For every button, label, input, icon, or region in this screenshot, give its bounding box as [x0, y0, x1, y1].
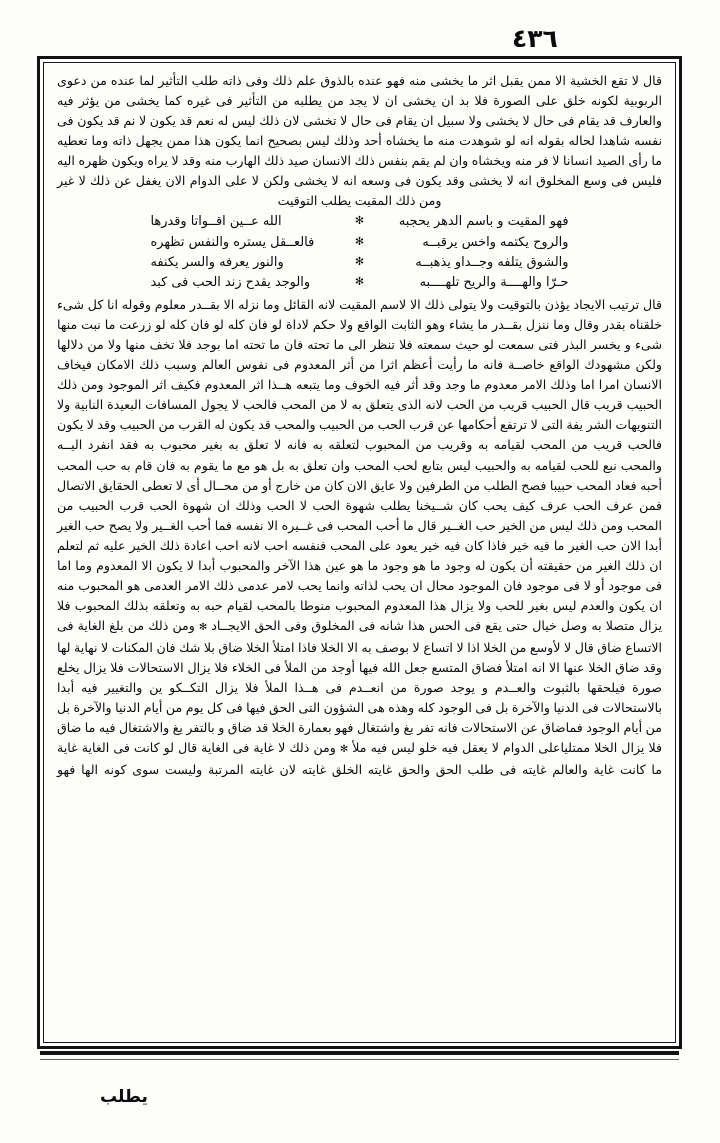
hemistich-first: والنور يعرفه والسر يكنفه — [150, 254, 284, 270]
paragraph-3-text: ومن ذلك من بلغ الغاية فى الاتساع ضاق قال لا لأوسع من الخلا اذا لا اتساع لا بوصف به الا الخلا فاذا امتلأ الخلا ضاق بلا شك فان المكنات لا نهاية لها وقد ضاق الخلا عنها الا انه امتلأ فضاق المتسع جعل الله فيها أوجد من الملأ فى الخلاء فلا يزال الاستحالات فلا يزال يخلع صورة فيلحقها بالثبوت والعــدم و يوجد صورة من انعــدم فى هــذا الملأ فلا يزال التكــكو ين والتغيير فيه أبدا بالاستحالات فى الدنيا والآخرة بل فى الوجود كله وهذه هى الشؤون التى الحق فيها فى كل يوم من أيام الدنيا والآخرة بل من أيام الوجود فماضاق عن الاستحالات فانه تفر يغ واشتغال فهو بعمارة الخلا قد ضاق و بالتفر يغ والاشتغال فيه ما ضاق فلا يزال الخلا ممتلياعلى الدوام لا يعقل فيه خلو ليس فيه ملأ — [57, 617, 662, 756]
bottom-rule-thin — [40, 1059, 679, 1060]
hemistich-first: الله عــين اقــواتا وقدرها — [150, 214, 282, 230]
verse-block — [57, 212, 662, 293]
catchword: يطلب — [100, 1087, 148, 1107]
paragraph-4-text: ومن ذلك لا غاية فى الغاية قال لو كانت فى الغاية غاية ما كانت غاية والعالم غايته فى طلب الحق والحق غايته الخلق غايته لان غايته المرتبة وليست سوى كونه الها فهو — [57, 740, 662, 778]
verse-line — [57, 253, 662, 273]
section-star-icon: ✻ — [198, 621, 208, 633]
hemistich-second: فهو المقيت و باسم الدهر يحجبه — [398, 214, 569, 230]
verse-line — [57, 273, 662, 293]
verse-separator-icon: ✻ — [354, 234, 365, 248]
verse-separator-icon: ✻ — [354, 214, 365, 228]
paragraph-1: قال لا تقع الخشية الا ممن يقبل اثر ما يخشى منه فهو عنده بالذوق علم ذلك وفى ذاته طلب التأثير لما عنده من دعوى الربوبية لكونه خلق على الصورة فلا بد ان يخشى ان لا يجد من يطلبه من التأثير فى غيره كما يخشى من يؤثر فيه والعارف قد يقام فى حال لا يخشى ولا سبيل ان يقام فى حال لا تخشى لان ذلك ليس له نعم قد يكون لا نم قد يكون فى نفسه شاهدا لحاله بقوله انه لو شوهدت منه ما يخشاه أحد وذلك ليس بصحيح انما يكون هذا ممن يجهل ذاته وما تعطيه ما رأى الصيد انسانا لا فر منه ويخشاه وان لم يقم بنفس ذلك الانسان صيد ذلك الهارب منه وقد لا يراه ويكون ظهره اليه فليس فى وسع المخلوق انه لا يخشى وقد يكون فى وسعه انه لا يخشى ولكن لا على الدوام الان يغفل عن ذلك لا غير — [57, 73, 662, 189]
hemistich-first: والوجد يقدح زند الحب فى كبد — [150, 274, 311, 290]
paragraph-2 — [57, 295, 662, 780]
verse-separator-icon: ✻ — [354, 274, 365, 288]
page-number: ٤٣٦ — [512, 24, 558, 53]
hemistich-first: فالعــقل يستره والنفس تظهره — [150, 234, 315, 250]
paragraph-2-text: قال ترتيب الايجاد يؤذن بالتوقيت ولا يتولى ذلك الا لاسم المقيت لانه القائل وما نزله الا بقــدر معلوم وقوله انا كل شىء خلقناه بقدر وقال وما ننزل بقــدر ما يشاء وهو الثابت الواقع ولا حكم لاداة لو فان كله لو فان كله لو زرعت ما نبت منها شىء و يخسر البذر فتى سمعت لو حيث سمعته فلا تنظر الى ما تحته فان ما تحته اما بوجد فلا تخف منها ولا من دلالها ولكن مشهودك الواقع خاصــة فانه ما رأيت أعظم اثرا من أثر المعدوم فى نفوس العالم وسبب ذلك الامكان فيخاف الانسان امرا اما وذلك الامر معدوم ما وجد وقد أثر فيه الخوف وما يتبعه هــذا اثر المعدوم فكيف اثر الموجود ومن ذلك الحبيب قريب قال الحبيب قريب من الحب لانه الذى يتعلق به لا من المحب فالحب لا يجول المسافات البعيدة النابية ولا التنويهات الشر يفة التى لا ترتفع أحكامها عن قرب الحب من الحبيب والمحب قد يكون له القرب من الحبيب وقد لا يكون فالحب قريب من المحب لقيامه به وقريب من المحبوب لتعلقه به فانه لا تعلق به بغير محبوب به فقد انفرد اليــه والمحب نبع للحب لقيامه به والحبيب ليس بتابع لحب المحب وان تعلق به بل هو مع ما يقوم به فان قام به حب المحب أحبه فعاد المحب حبيبا فصح الطلب من الطرفين ولا عايق الان كان من خارج أو من محــال أى لا تعطى الحقايق الاتصال فمن عرف الحب عرف كيف يحب كان شــيخنا يطلب شهوة الحب لا الحب وذلك ان شهوة الحب قرب الحبيب من المحب ومن ذلك ليس من الخير حب الغــير قال ما أحب المحب فى غــيره الا نفسه فما أحب الغــير ولا يصح حب الغير أبدا الان حب الغير ما فيه خير فاذا كان فيه خير يعود على المحب فنفسه احب لانه احب اعادة ذلك الخير عليه ثم لتعلم ان ذلك الغير من حقيقته أن يكون له وجود ما هو وجود ما هو عين هذا الآخر والمحبوب أبدا لا يكون الا المعدوم وما اما فى موجود أو لا فى موجود فان الموجود محال ان يحب لذاته وانما يحب لامر عدمى ذلك الامر العدمى هو المحبوب منه ان يكون والعدم ليس بغير للحب ولا يزال هذا المعدوم المحبوب منوطا بالمحب لقيام حبه به وتعلقه بذلك المحبوب فلا يزال متصلا به وصل خيال حتى يقع فى الحس هذا شانه فى المخلوق وفى الحق الايجــاد — [56, 297, 662, 633]
text-block — [44, 63, 675, 1042]
verse-separator-icon: ✻ — [354, 254, 365, 268]
folio-row — [434, 26, 674, 51]
hemistich-second: والشوق يتلفه وجــداو يذهبــه — [415, 254, 569, 270]
text-frame-inner — [43, 62, 676, 1043]
paragraph-1-tail: ومن ذلك المقيت يطلب التوقيت — [277, 193, 442, 209]
text-frame-outer — [37, 56, 682, 1049]
verse-line — [57, 212, 662, 232]
hemistich-second: حـرّا والهــــة والريح تلهــــبه — [419, 274, 569, 290]
section-star-icon: ✻ — [339, 744, 349, 756]
bottom-rule-heavy — [40, 1051, 679, 1055]
hemistich-second: والروح يكتمه واخس يرقبــه — [422, 234, 569, 250]
verse-line — [57, 233, 662, 253]
